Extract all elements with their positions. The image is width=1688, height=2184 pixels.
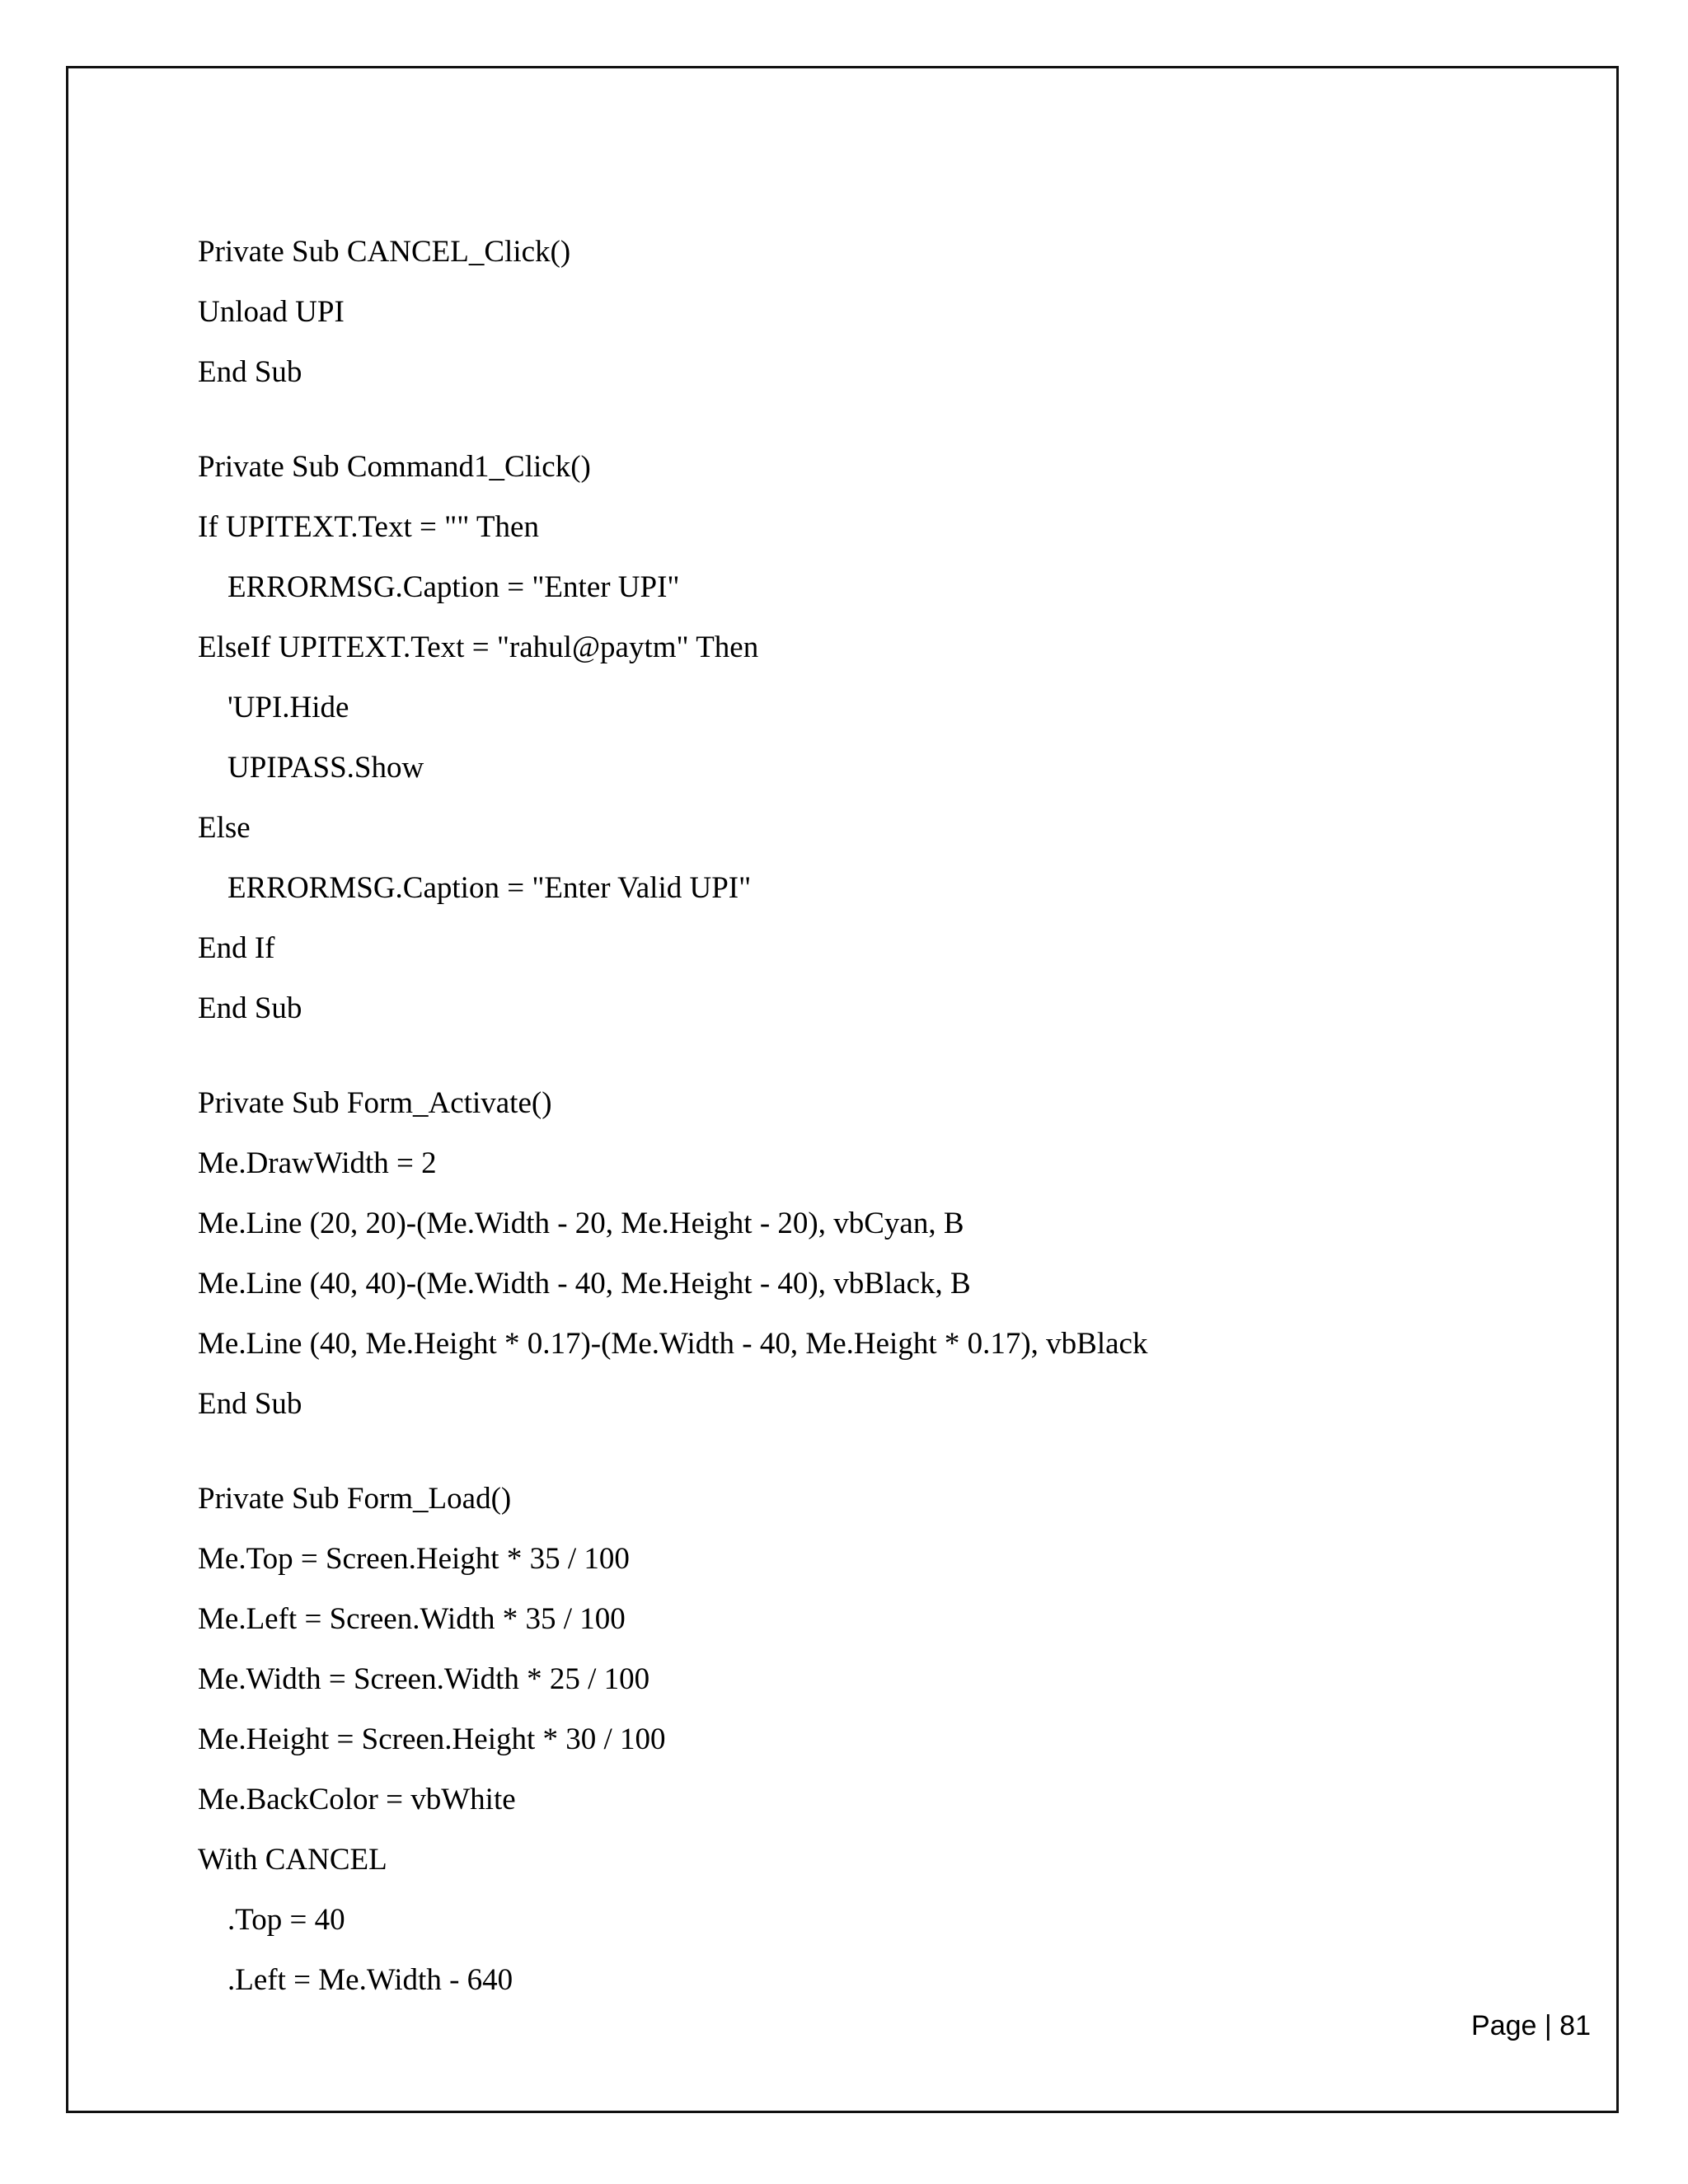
code-line: Me.Line (20, 20)-(Me.Width - 20, Me.Height - 20), vbCyan, B — [198, 1207, 964, 1240]
code-line: End Sub — [198, 1387, 302, 1421]
code-line: Private Sub Form_Load() — [198, 1482, 512, 1516]
code-line: Me.Top = Screen.Height * 35 / 100 — [198, 1542, 630, 1576]
code-line: ERRORMSG.Caption = "Enter Valid UPI" — [227, 871, 752, 905]
code-line: Me.Width = Screen.Width * 25 / 100 — [198, 1662, 650, 1696]
code-line: Me.Height = Screen.Height * 30 / 100 — [198, 1722, 666, 1756]
code-line: End Sub — [198, 991, 302, 1025]
code-line: Me.BackColor = vbWhite — [198, 1783, 516, 1816]
code-line: Me.DrawWidth = 2 — [198, 1146, 437, 1180]
code-line: End If — [198, 931, 275, 965]
code-line: Private Sub Command1_Click() — [198, 450, 591, 484]
code-line: End Sub — [198, 355, 302, 389]
code-line: If UPITEXT.Text = "" Then — [198, 510, 539, 544]
code-line: Unload UPI — [198, 295, 345, 329]
code-line: Private Sub CANCEL_Click() — [198, 235, 571, 269]
code-line: Else — [198, 811, 251, 845]
code-line: UPIPASS.Show — [227, 751, 424, 785]
code-line: ERRORMSG.Caption = "Enter UPI" — [227, 570, 680, 604]
page-number: Page | 81 — [1471, 2010, 1591, 2041]
code-line: Me.Line (40, Me.Height * 0.17)-(Me.Width - 40, Me.Height * 0.17), vbBlack — [198, 1327, 1148, 1361]
code-line: 'UPI.Hide — [227, 691, 349, 724]
code-line: ElseIf UPITEXT.Text = "rahul@paytm" Then — [198, 630, 759, 664]
code-line: Me.Left = Screen.Width * 35 / 100 — [198, 1602, 626, 1636]
code-line: Private Sub Form_Activate() — [198, 1086, 552, 1120]
code-line: .Left = Me.Width - 640 — [227, 1963, 513, 1997]
code-line: With CANCEL — [198, 1843, 387, 1877]
code-line: Me.Line (40, 40)-(Me.Width - 40, Me.Height - 40), vbBlack, B — [198, 1267, 971, 1301]
code-line: .Top = 40 — [227, 1903, 345, 1937]
